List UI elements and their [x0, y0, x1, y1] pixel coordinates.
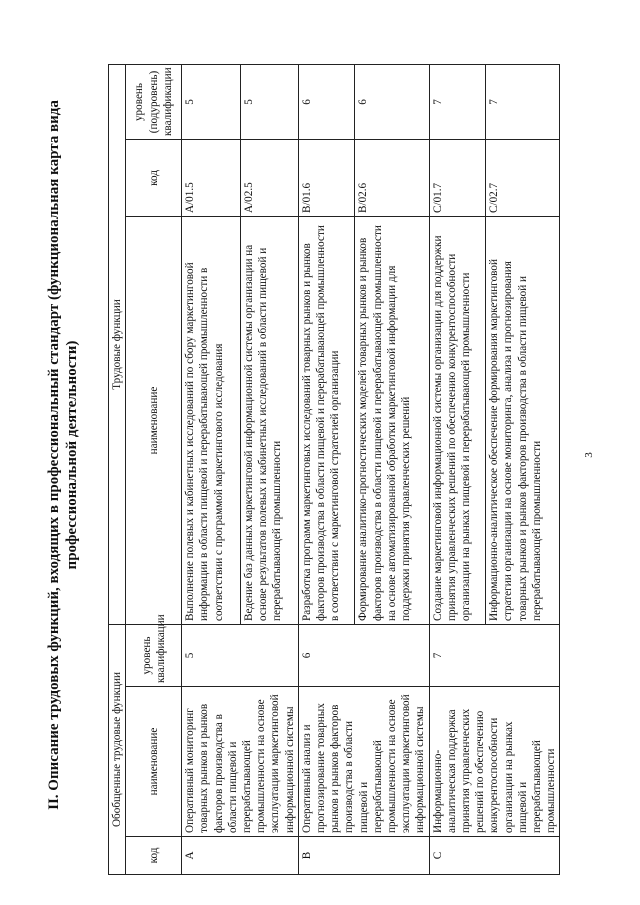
- tf-level: 6: [355, 65, 429, 140]
- table-row: [182, 65, 240, 875]
- header-generalized-functions: Обобщенные трудовые функции: [109, 625, 126, 875]
- table-row: [429, 65, 486, 875]
- header-function-name: наименование: [126, 217, 182, 625]
- section-title: II. Описание трудовых функций, входящих в профессиональный стандарт (функциональная карта вида профессиональной деятельности): [46, 100, 80, 810]
- header-code: код: [126, 837, 182, 875]
- tf-code: B/01.6: [298, 140, 355, 217]
- functional-map-table: [108, 64, 560, 875]
- tf-level: 7: [429, 65, 486, 140]
- tf-name: Разработка программ маркетинговых исследований товарных рынков и рынков факторов производства в области пищевой и перерабатывающей промышленности в соответствии с маркетинговой стратегией организации: [298, 217, 355, 625]
- tf-name: Формирование аналитико-прогностических моделей товарных рынков и рынков факторов производства в области пищевой и перерабатывающей промышленности на основе автоматизированной обработки маркетинговой информации для поддержки принятия управленческих решений: [355, 217, 429, 625]
- tf-name: Создание маркетинговой информационной системы организации для поддержки принятия управленческих решений по обеспечению конкурентоспособности организации на рынках пищевой и перерабатывающей промышленности: [429, 217, 486, 625]
- gtf-name: Оперативный анализ и прогнозирование товарных рынков и рынков факторов производства в области пищевой и перерабатывающей промышленности на основе эксплуатации маркетинговой информационной системы: [298, 687, 429, 837]
- gtf-level: 5: [182, 625, 299, 687]
- page-number: 3: [583, 452, 595, 458]
- tf-name: Ведение баз данных маркетинговой информационной системы организации на основе результатов полевых и кабинетных исследований в области пищевой и перерабатывающей промышленности: [240, 217, 298, 625]
- gtf-level: 6: [298, 625, 429, 687]
- tf-code: A/01.5: [182, 140, 240, 217]
- tf-code: C/01.7: [429, 140, 486, 217]
- tf-level: 7: [486, 65, 560, 140]
- tf-name: Информационно-аналитическое обеспечение формирования маркетинговой стратегии организации на основе мониторинга, анализа и прогнозирования товарных рынков и рынков факторов производства в области пищевой и перерабатывающей промышленности: [486, 217, 560, 625]
- tf-level: 5: [240, 65, 298, 140]
- header-level: уровень квалификации: [126, 625, 182, 687]
- table-row: [298, 65, 355, 875]
- gtf-code: C: [429, 837, 560, 875]
- gtf-code: B: [298, 837, 429, 875]
- gtf-name: Информационно-аналитическая поддержка принятия управленческих решений по обеспечению конкурентоспособности организации на рынках пищевой и перерабатывающей промышленности: [429, 687, 560, 837]
- gtf-level: 7: [429, 625, 560, 687]
- header-labor-functions: Трудовые функции: [109, 65, 126, 625]
- tf-name: Выполнение полевых и кабинетных исследований по сбору маркетинговой информации в области пищевой и перерабатывающей промышленности в соответствии с программой маркетингового исследования: [182, 217, 240, 625]
- header-function-level: уровень (подуровень) квалификации: [126, 65, 182, 140]
- header-name: наименование: [126, 687, 182, 837]
- tf-code: B/02.6: [355, 140, 429, 217]
- tf-code: A/02.5: [240, 140, 298, 217]
- gtf-code: A: [182, 837, 299, 875]
- tf-level: 5: [182, 65, 240, 140]
- header-function-code: код: [126, 140, 182, 217]
- tf-code: C/02.7: [486, 140, 560, 217]
- gtf-name: Оперативный мониторинг товарных рынков и рынков факторов производства в области пищевой и перерабатывающей промышленности на основе эксплуатации маркетинговой информационной системы: [182, 687, 299, 837]
- tf-level: 6: [298, 65, 355, 140]
